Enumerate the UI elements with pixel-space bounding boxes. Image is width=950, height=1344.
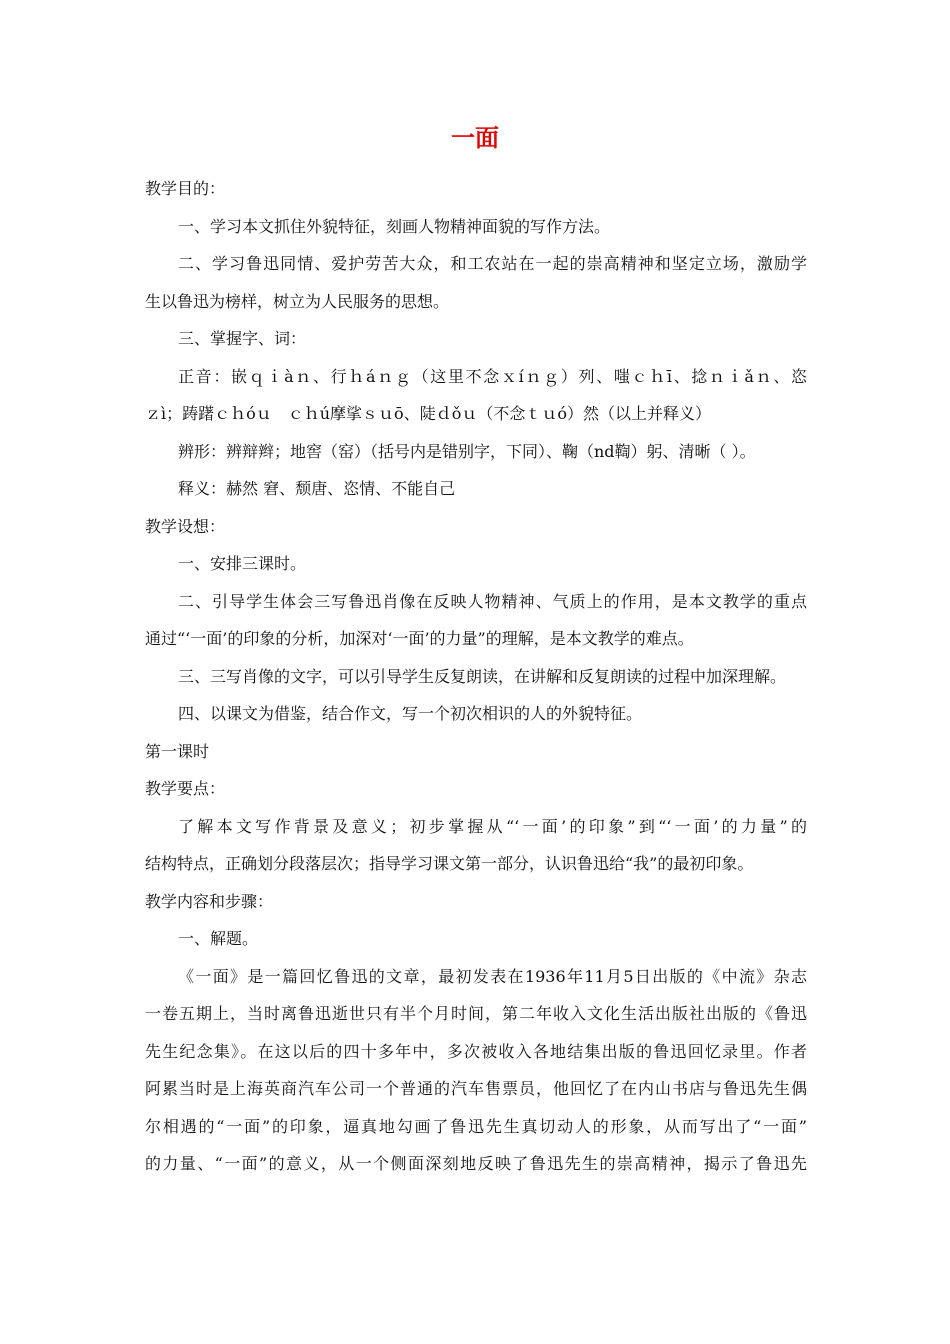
paragraph-line: 了解本文写作背景及意义；初步掌握从“‘一面’的印象”到“‘一面’的力量”的 [178, 816, 807, 836]
paragraph-line: 释义：赫然 窘、颓唐、恣情、不能自己 [178, 479, 456, 498]
paragraph-line: 结构特点，正确划分段落层次；指导学习课文第一部分，认识鲁迅给“我”的最初印象。 [145, 854, 754, 873]
paragraph-line: 三、掌握字、词： [178, 329, 307, 348]
paragraph-line: 通过“‘一面’的印象的分析，加深对‘一面’的力量”的理解，是本文教学的难点。 [145, 629, 694, 648]
paragraph-line: ｚì；踌躇ｃｈóｕ ｃｈú摩挲ｓｕō、陡ｄǒｕ（不念ｔｕó）然（以上并释义） [145, 404, 711, 423]
paragraph-line: 辨形：辨辩辫；地窖（窑）（括号内是错别字，下同）、鞠（nd鞫）躬、清晰（ ）。 [178, 441, 756, 461]
paragraph-line: 《一面》是一篇回忆鲁迅的文章，最初发表在1936年11月5日出版的《中流》杂志 [178, 966, 807, 986]
paragraph-line: 一、学习本文抓住外貌特征，刻画人物精神面貌的写作方法。 [178, 216, 611, 236]
paragraph-line: 生以鲁迅为榜样，树立为人民服务的思想。 [145, 291, 450, 311]
section-heading: 教学目的： [145, 179, 226, 198]
paragraph-line: 先生纪念集》。在这以后的四十多年中，多次被收入各地结集出版的鲁迅回忆录里。作者 [145, 1041, 807, 1061]
paragraph-line: 一卷五期上，当时离鲁迅逝世只有半个月时间，第二年收入文化生活出版社出版的《鲁迅 [145, 1004, 807, 1023]
paragraph-line: 一、安排三课时。 [178, 554, 307, 573]
section-heading: 教学要点： [145, 779, 226, 798]
section-heading: 教学设想： [145, 516, 226, 536]
paragraph-line: 尔相遇的“一面”的印象，逼真地勾画了鲁迅先生真切动人的形象，从而写出了“一面” [145, 1116, 807, 1136]
paragraph-line: 的力量、“一面”的意义，从一个侧面深刻地反映了鲁迅先生的崇高精神，揭示了鲁迅先 [145, 1154, 807, 1173]
paragraph-line: 二、引导学生体会三写鲁迅肖像在反映人物精神、气质上的作用，是本文教学的重点 [178, 591, 807, 611]
paragraph-line: 四、以课文为借鉴，结合作文，写一个初次相识的人的外貌特征。 [178, 704, 643, 723]
document-title: 一面 [451, 123, 499, 152]
paragraph-line: 正音：嵌ｑｉàｎ、行ｈáｎｇ（这里不念ｘíｎｇ）列、嗤ｃｈī、捻ｎｉǎｎ、恣 [178, 366, 807, 386]
section-heading: 第一课时 [145, 741, 210, 761]
paragraph-line: 二、学习鲁迅同情、爱护劳苦大众，和工农站在一起的崇高精神和坚定立场，激励学 [178, 254, 807, 273]
section-heading: 教学内容和步骤： [145, 891, 274, 911]
paragraph-line: 一、解题。 [178, 929, 259, 948]
document-body [145, 170, 807, 1183]
paragraph-line: 阿累当时是上海英商汽车公司一个普通的汽车售票员，他回忆了在内山书店与鲁迅先生偶 [145, 1079, 807, 1098]
paragraph-line: 三、三写肖像的文字，可以引导学生反复朗读，在讲解和反复朗读的过程中加深理解。 [178, 666, 787, 686]
